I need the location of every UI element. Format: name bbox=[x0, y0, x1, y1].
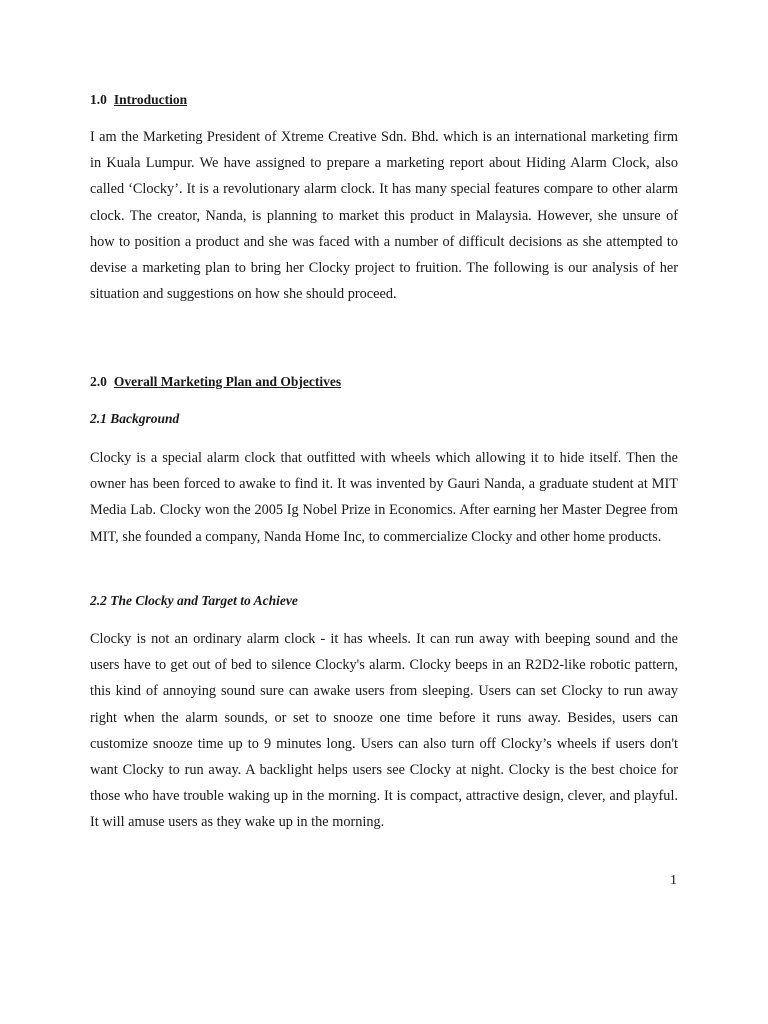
plan-heading bbox=[90, 374, 341, 390]
plan-heading-title: Overall Marketing Plan and Objectives bbox=[113, 374, 342, 389]
target-subheading: 2.2 The Clocky and Target to Achieve bbox=[90, 593, 298, 608]
intro-heading-number: 1.0 bbox=[90, 92, 107, 107]
background-paragraph: Clocky is a special alarm clock that outfitted with wheels which allowing it to hide itself. Then the owner has been forced to awake to find it. It was invented by Gauri Nanda, a graduate student at MIT Media Lab. Clocky won the 2005 Ig Nobel Prize in Economics. After earning her Master Degree from MIT, she founded a company, Nanda Home Inc, to commercialize Clocky and other home products. bbox=[90, 450, 678, 545]
intro-paragraph: I am the Marketing President of Xtreme Creative Sdn. Bhd. which is an international marketing firm in Kuala Lumpur. We have assigned to prepare a marketing report about Hiding Alarm Clock, also called ‘Clocky’. It is a revolutionary alarm clock. It has many special features compare to other alarm clock. The creator, Nanda, is planning to market this product in Malaysia. However, she unsure of how to position a product and she was faced with a number of difficult decisions as she attempted to devise a marketing plan to bring her Clocky project to fruition. The following is our analysis of her situation and suggestions on how she should proceed. bbox=[90, 129, 678, 303]
intro-heading bbox=[90, 92, 187, 108]
intro-heading-title: Introduction bbox=[113, 92, 188, 107]
plan-heading-number: 2.0 bbox=[90, 374, 107, 389]
target-paragraph: Clocky is not an ordinary alarm clock - it has wheels. It can run away with beeping sound and the users have to get out of bed to silence Clocky's alarm. Clocky beeps in an R2D2-like robotic pattern, this kind of annoying sound sure can awake users from sleeping. Users can set Clocky to run away right when the alarm sounds, or set to snooze one time before it runs away. Besides, users can customize snooze time up to 9 minutes long. Users can also turn off Clocky’s wheels if users don't want Clocky to run away. A backlight helps users see Clocky at night. Clocky is the best choice for those who have trouble waking up in the morning. It is compact, attractive design, clever, and playful. It will amuse users as they wake up in the morning. bbox=[90, 631, 678, 831]
background-subheading: 2.1 Background bbox=[90, 411, 180, 426]
page-number: 1 bbox=[670, 873, 677, 888]
